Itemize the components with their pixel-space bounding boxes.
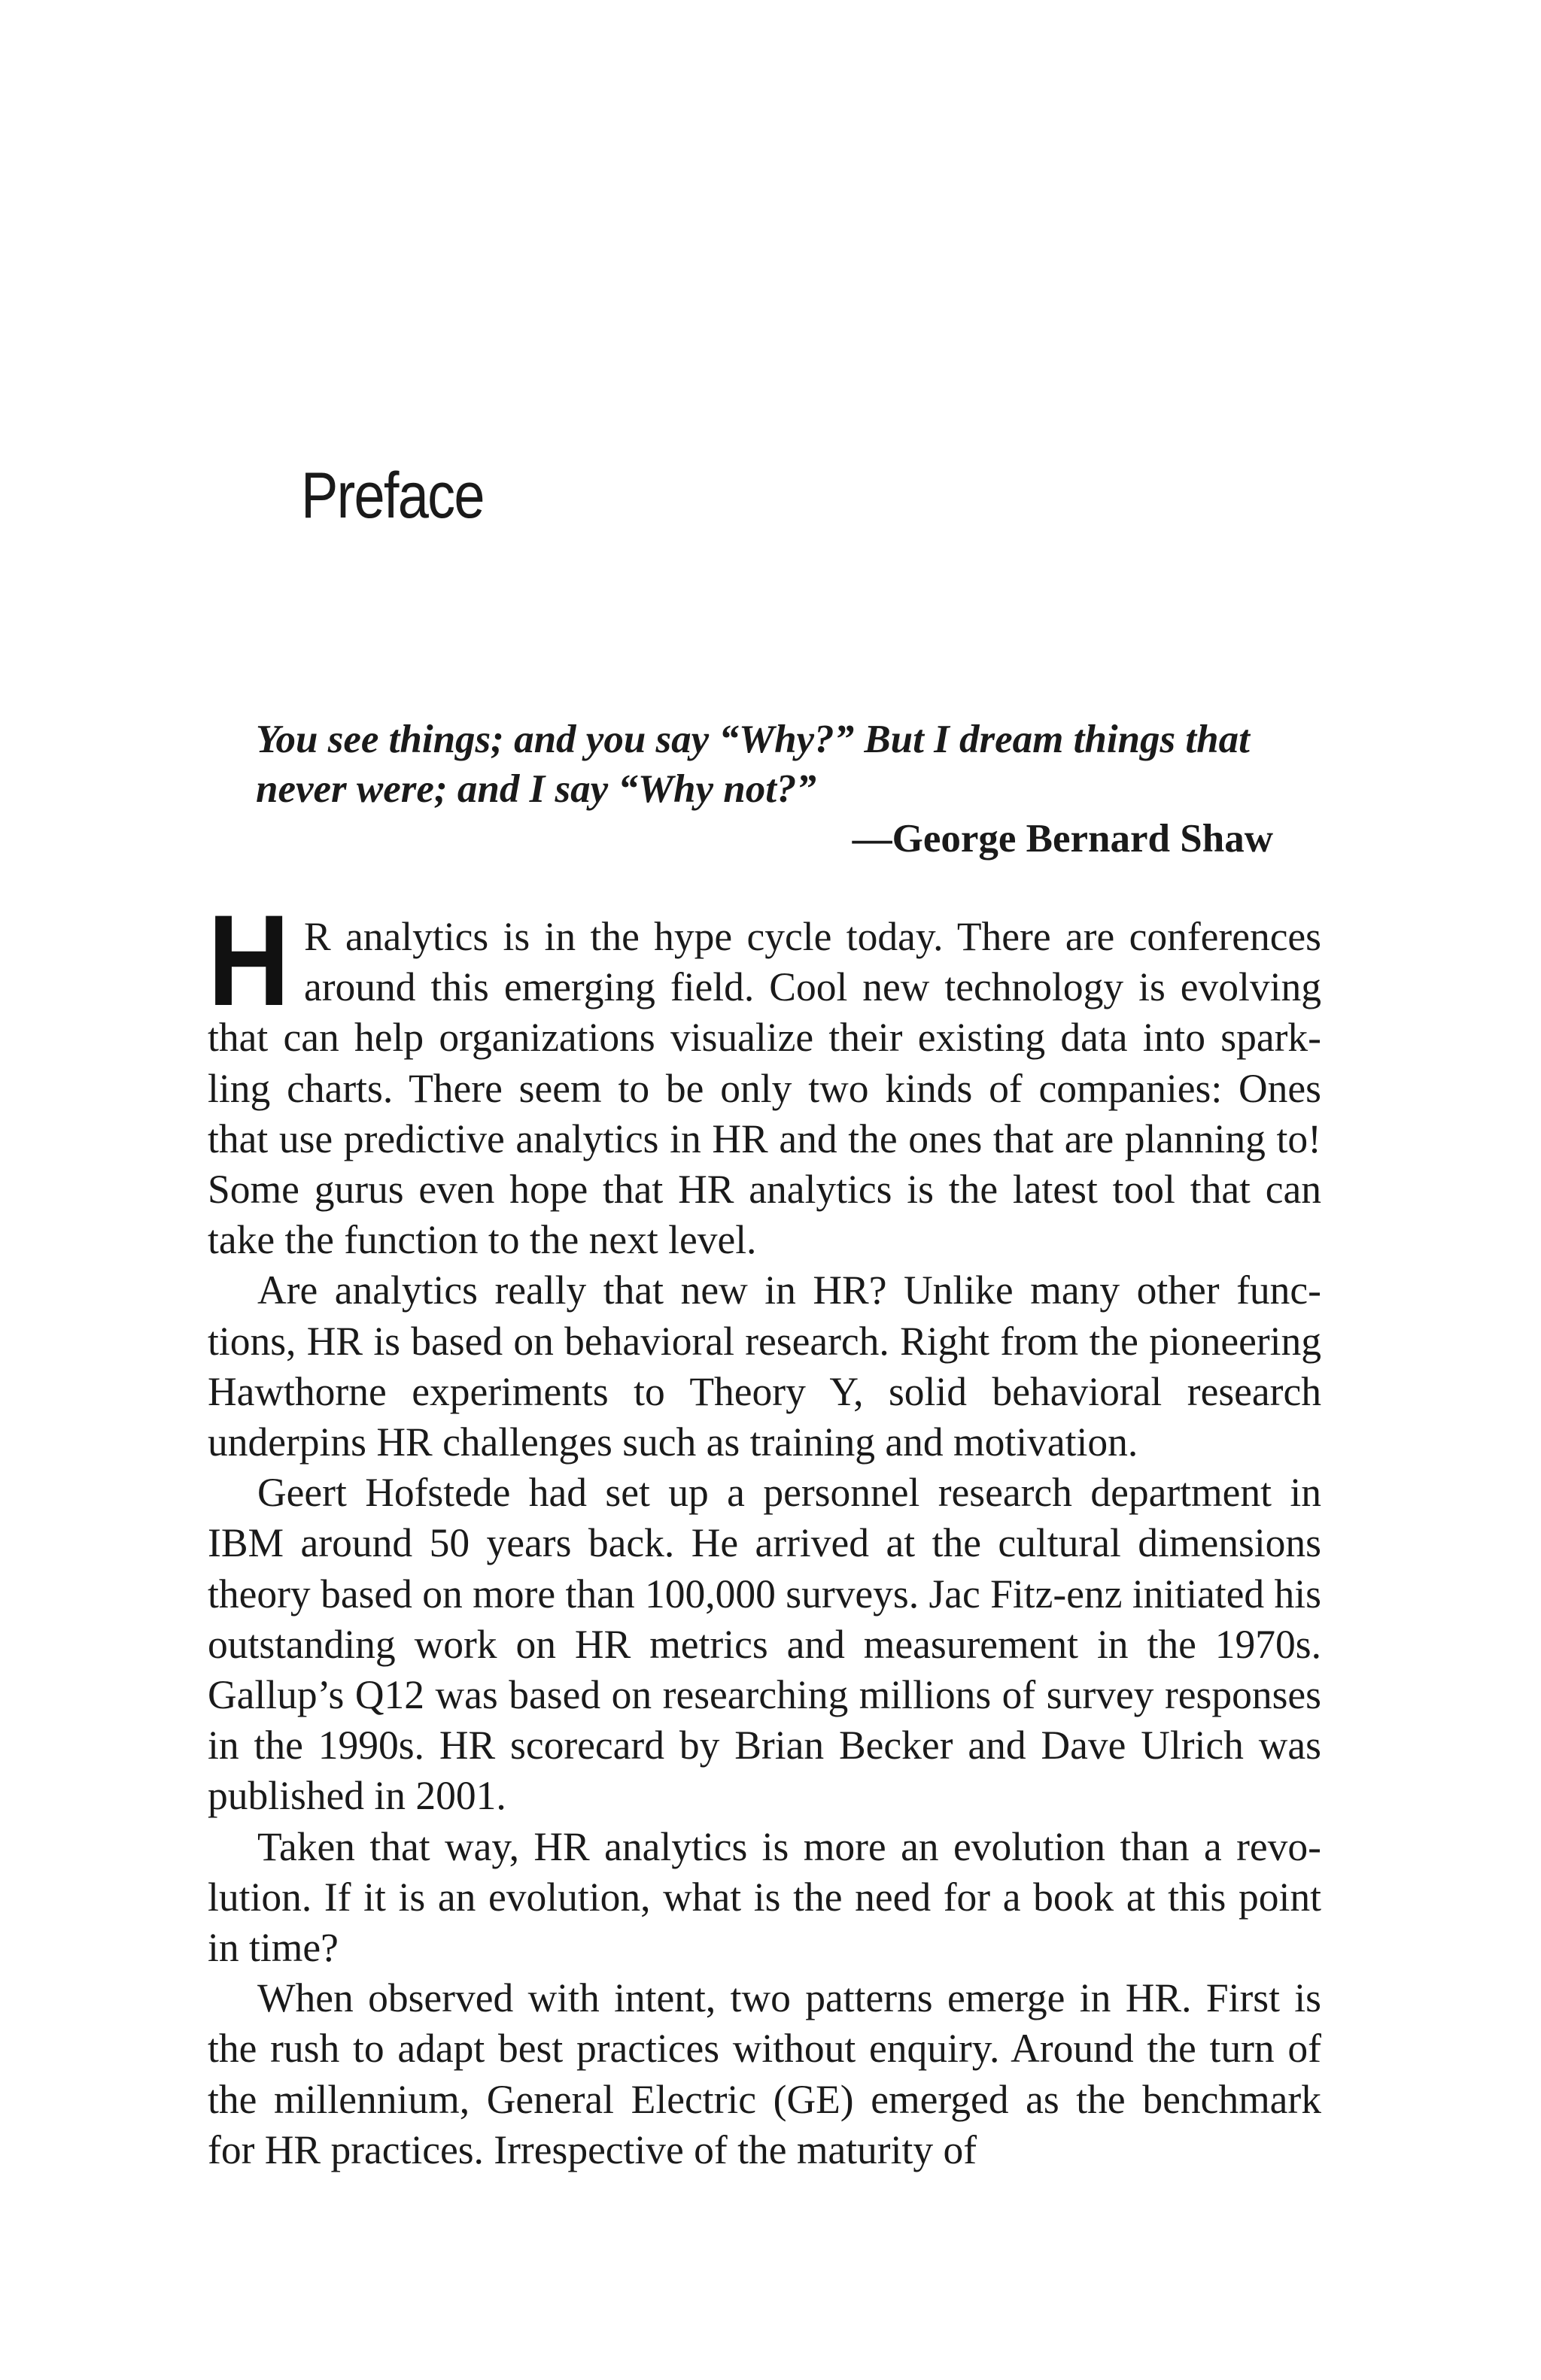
paragraph-2: Are analytics really that new in HR? Unlike many other functions, HR is based on behavioral research. Right from the pioneering Hawthorne experiments to Theory Y, solid behavioral research underpins HR challenges such as training and motivation. [208, 1267, 1321, 1465]
epigraph [256, 715, 1273, 864]
paragraph-3: Geert Hofstede had set up a personnel research department in IBM around 50 years back. He arrived at the cultural dimensions theory based on more than 100,000 surveys. Jac Fitz-enz initiated his outstanding work on HR metrics and measurement in the 1970s. Gallup’s Q12 was based on researching millions of survey responses in the 1990s. HR scorecard by Brian Becker and Dave Ulrich was published in 2001. [208, 1470, 1321, 1819]
epigraph-attribution: —George Bernard Shaw [852, 817, 1273, 861]
paragraph-5: When observed with intent, two patterns emerge in HR. First is the rush to adapt best practices without enquiry. Around the turn of the millennium, General Electric (GE) emerged as the benchmark for HR practices. Irrespective of the maturity of [208, 1975, 1321, 2172]
epigraph-quote: You see things; and you say “Why?” But I dream things that never were; and I say “Why not?” [256, 718, 1250, 811]
paragraph-1 [208, 888, 1321, 1265]
drop-cap: H [208, 888, 290, 1033]
body-text [208, 888, 1321, 2175]
paragraph-1-text: R analytics is in the hype cycle today. There are conferences around this emerging field. Cool new technology is evolving that can help organizations visualize their existing data into sparkling charts. There seem to be only two kinds of companies: Ones that use predictive analytics in HR and the ones that are planning to! Some gurus even hope that HR analytics is the latest tool that can take the function to the next level. [208, 914, 1321, 1263]
paragraph-4: Taken that way, HR analytics is more an evolution than a revolution. If it is an evolution, what is the need for a book at this point in time? [208, 1823, 1321, 1971]
chapter-title: Preface [301, 460, 484, 532]
